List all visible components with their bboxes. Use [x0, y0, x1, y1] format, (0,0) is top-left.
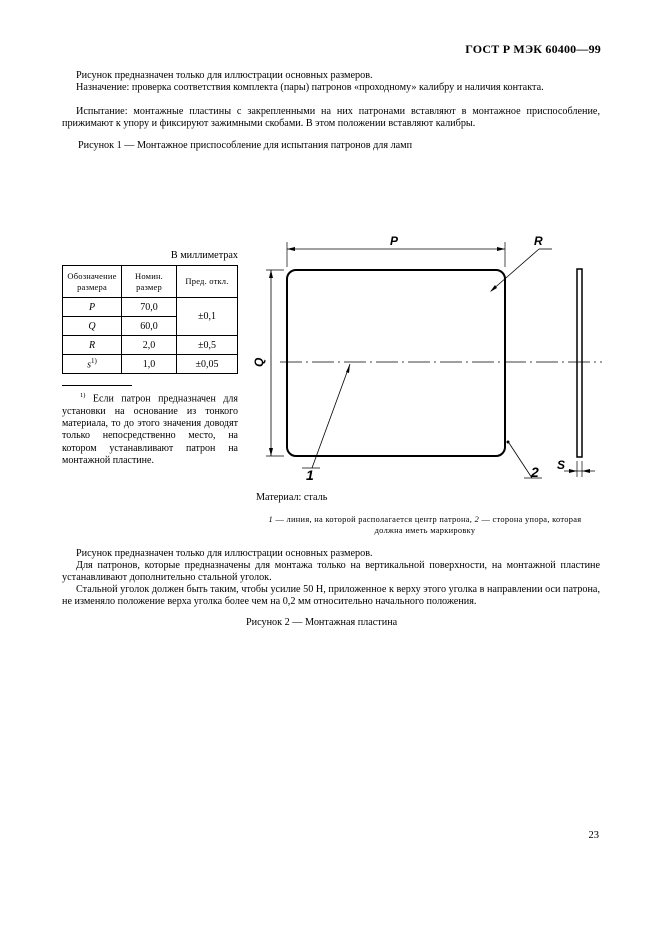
header-nominal: Номин. размер — [122, 266, 177, 298]
cell-nominal: 60,0 — [122, 317, 177, 336]
cell-symbol: P — [63, 298, 122, 317]
paragraph-vertical-mount: Для патронов, которые предназначены для монтажа только на вертикальной поверхности, на монтажной пластине устанавливают дополнительно стальной уголок. — [62, 560, 600, 584]
arrow-1 — [346, 364, 350, 373]
table-row — [63, 298, 238, 317]
paragraph-illustration-note-2: Рисунок предназначен только для иллюстрации основных размеров. — [76, 548, 373, 559]
cell-tolerance: ±0,5 — [177, 336, 238, 355]
material-note: Материал: сталь — [256, 492, 328, 503]
cell-symbol: R — [63, 336, 122, 355]
leader-2-dot — [507, 441, 510, 444]
table-row — [63, 336, 238, 355]
arrow-p-left — [287, 247, 295, 251]
arrow-q-top — [269, 270, 273, 278]
figure-legend: 1 — линия, на которой располагается центр патрона, 2 — сторона упора, которая должна иметь маркировку — [268, 515, 582, 535]
leader-1 — [312, 364, 350, 468]
footnote-mark: 1) — [80, 392, 86, 399]
cell-nominal: 1,0 — [122, 355, 177, 374]
arrow-q-bottom — [269, 448, 273, 456]
label-q: Q — [252, 357, 266, 367]
table-header-row — [63, 266, 238, 298]
cell-symbol: Q — [63, 317, 122, 336]
cell-symbol: $s^{1)}$ — [63, 355, 122, 374]
table-unit-label: В миллиметрах — [170, 250, 238, 261]
dimensions-table — [62, 265, 238, 374]
paragraph-purpose: Назначение: проверка соответствия комплекта (пары) патронов «проходному» калибру и наличия контакта. — [76, 82, 544, 93]
plate-outline — [287, 270, 505, 456]
leader-2 — [509, 443, 532, 478]
label-s: S — [557, 458, 566, 472]
label-p: P — [390, 234, 399, 248]
arrow-r — [490, 285, 497, 292]
page-number: 23 — [588, 830, 599, 841]
paragraph-test: Испытание: монтажные пластины с закрепленными на них патронами вставляют в монтажное приспособление, прижимают к упору и фиксируют зажимными скобами. В этом положении вставляют калибры. — [62, 106, 600, 130]
paragraph-illustration-note: Рисунок предназначен только для иллюстрации основных размеров. — [76, 70, 373, 81]
mounting-plate-drawing — [250, 225, 630, 490]
cell-nominal: 70,0 — [122, 298, 177, 317]
cell-tolerance: ±0,1 — [177, 298, 238, 336]
footnote-text: Если патрон предназначен для установки на основание из тонкого материала, то до этого значения доводят только непосредственно место, на котором устанавливают патрон на монтажной пластине. — [62, 393, 238, 466]
label-2: 2 — [531, 464, 539, 480]
figure1-caption: Рисунок 1 — Монтажное приспособление для испытания патронов для ламп — [78, 140, 413, 151]
document-header: ГОСТ Р МЭК 60400—99 — [465, 42, 601, 56]
footnote — [62, 390, 238, 467]
header-designation: Обозначение размера — [63, 266, 122, 298]
cell-nominal: 2,0 — [122, 336, 177, 355]
label-1: 1 — [306, 467, 314, 483]
footnote-divider — [62, 385, 132, 386]
header-tolerance: Пред. откл. — [177, 266, 238, 298]
arrow-p-right — [497, 247, 505, 251]
arrow-s-left — [569, 469, 577, 473]
arrow-s-right — [582, 469, 590, 473]
plate-side-view — [577, 269, 582, 457]
label-r: R — [534, 234, 543, 248]
figure2-caption: Рисунок 2 — Монтажная пластина — [246, 617, 398, 628]
paragraph-steel-angle: Стальной уголок должен быть таким, чтобы усилие 50 Н, приложенное к верху этого уголка в направлении оси патрона, не изменяло положение верха уголка более чем на 0,2 мм относительно начального положения. — [62, 584, 600, 608]
cell-tolerance: ±0,05 — [177, 355, 238, 374]
table-row — [63, 355, 238, 374]
